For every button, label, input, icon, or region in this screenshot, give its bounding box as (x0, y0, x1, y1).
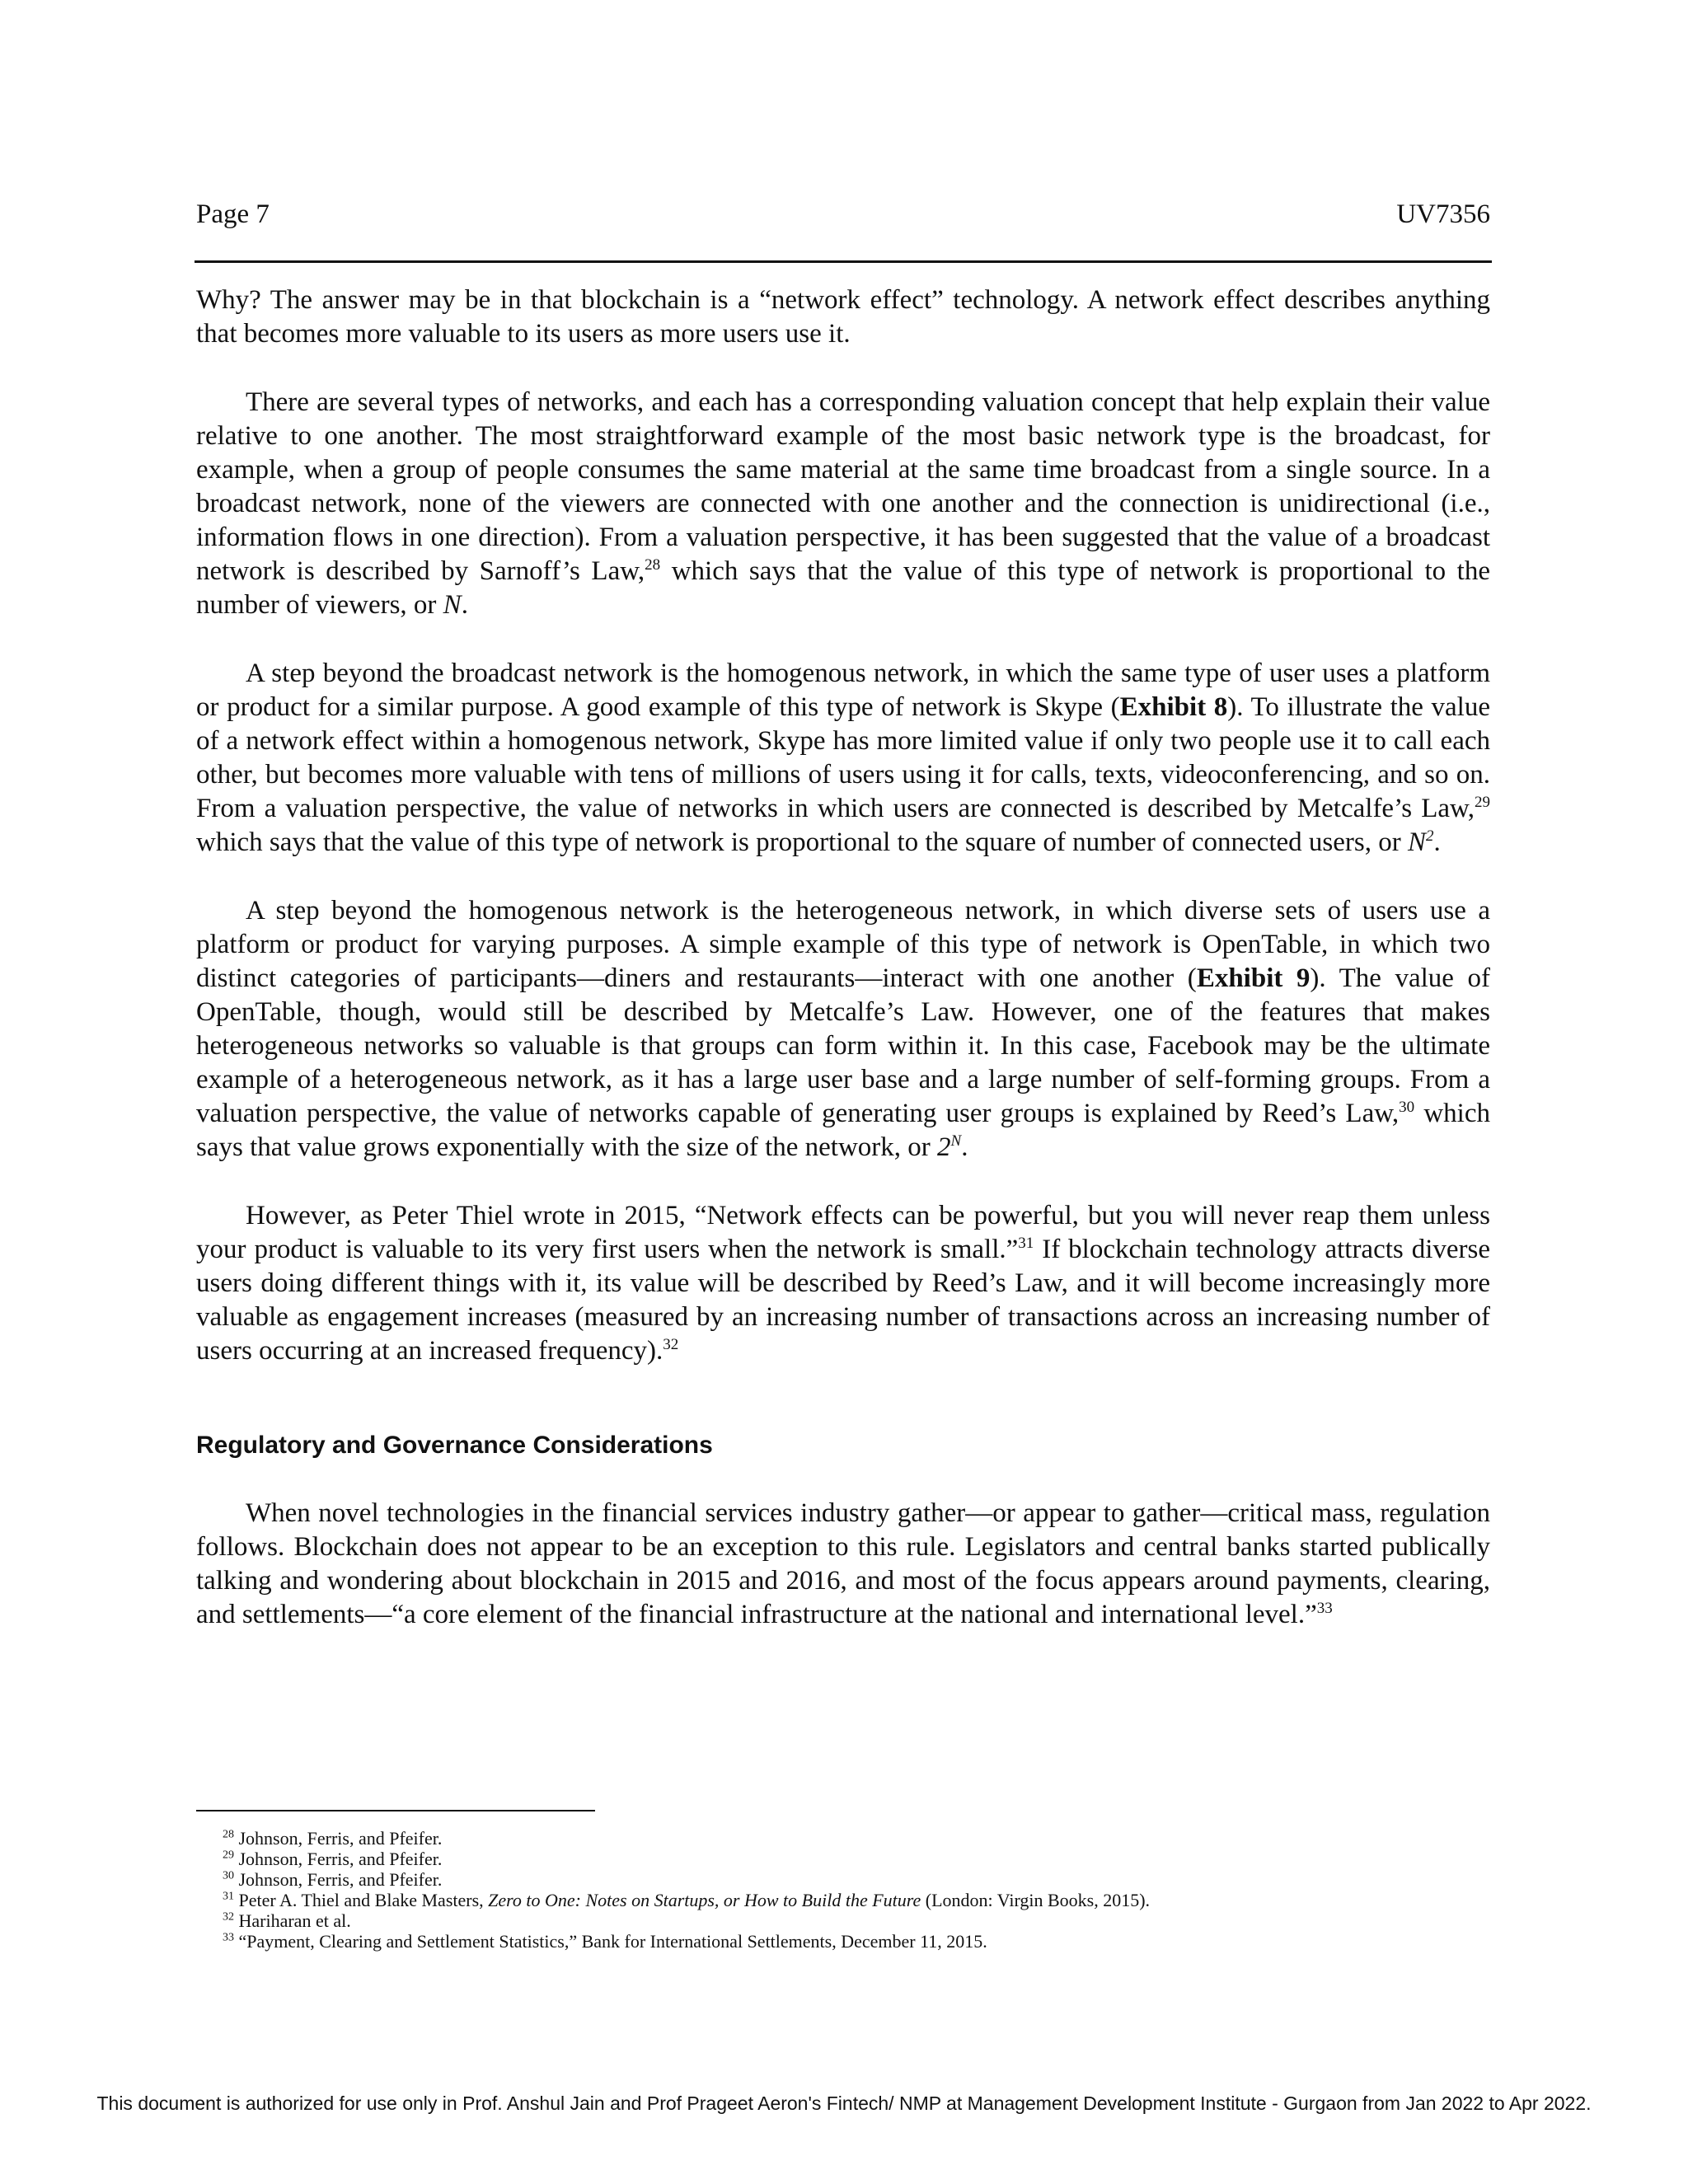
paragraph-4: A step beyond the homogenous network is the heterogeneous network, in which diverse sets of users use a platform or product for varying purposes. A simple example of this type of network is OpenTable, in which two distinct categories of participants—diners and restaurants—interact with one another (Exhibit 9). The value of OpenTable, though, would still be described by Metcalfe’s Law. However, one of the features that makes heterogeneous networks so valuable is that groups can form within it. In this case, Facebook may be the ultimate example of a heterogeneous network, as it has a large user base and a large number of self-forming groups. From a valuation perspective, the value of networks capable of generating user groups is explained by Reed’s Law,$^{30}$ which says that value grows exponentially with the size of the network, or $2^N$. (196, 896, 1490, 1162)
authorization-footer: This document is authorized for use only in Prof. Anshul Jain and Prof Prageet Aeron's Fintech/ NMP at Management Development Institute - Gurgaon from Jan 2022 to Apr 2022. (96, 2093, 1592, 2114)
footnote-ref-31: 31 (1018, 1235, 1034, 1252)
exhibit-9-ref: Exhibit 9 (1196, 963, 1311, 993)
footnote-ref-30: 30 (1399, 1099, 1415, 1116)
footnote-29: $^{29}$ Johnson, Ferris, and Pfeifer. (223, 1849, 443, 1869)
document-body (196, 284, 1490, 1632)
paragraph-3: A step beyond the broadcast network is the homogenous network, in which the same type of user uses a platform or product for a similar purpose. A good example of this type of network is Skype (Exhibit 8). To illustrate the value of a network effect within a homogenous network, Skype has more limited value if only two people use it to call each other, but becomes more valuable with tens of millions of users using it for calls, texts, videoconferencing, and so on. From a valuation perspective, the value of networks in which users are connected is described by Metcalfe’s Law,$^{29}$ which says that the value of this type of network is proportional to the square of number of connected users, or $N^2$. (196, 658, 1490, 857)
footnote-divider (196, 1810, 595, 1811)
footnotes (223, 1828, 1459, 1952)
footnote-31: $^{31}$ Peter A. Thiel and Blake Masters, Zero to One: Notes on Startups, or How to Build the Future (London: Virgin Books, 2015). (223, 1890, 1151, 1910)
header-divider (195, 260, 1492, 263)
paragraph-1: Why? The answer may be in that blockchain is a “network effect” technology. A network effect describes anything that becomes more valuable to its users as more users use it. (196, 285, 1490, 349)
page-header (196, 198, 1490, 231)
footnote-ref-29: 29 (1475, 794, 1490, 811)
case-code: UV7356 (1396, 199, 1490, 229)
footnote-30: $^{30}$ Johnson, Ferris, and Pfeifer. (223, 1869, 443, 1890)
footnote-33: $^{33}$ “Payment, Clearing and Settlement Statistics,” Bank for International Settlements, December 11, 2015. (223, 1931, 987, 1952)
page-number: Page 7 (196, 199, 270, 229)
paragraph-6: When novel technologies in the financial services industry gather—or appear to gather—critical mass, regulation follows. Blockchain does not appear to be an exception to this rule. Legislators and central banks started publically talking and wondering about blockchain in 2015 and 2016, and most of the focus appears around payments, clearing, and settlements—“a core element of the financial infrastructure at the national and international level.”$^{33}$ (196, 1498, 1490, 1629)
paragraph-2: There are several types of networks, and each has a corresponding valuation concept that help explain their value relative to one another. The most straightforward example of the most basic network type is the broadcast, for example, when a group of people consumes the same material at the same time broadcast from a single source. In a broadcast network, none of the viewers are connected with one another and the connection is unidirectional (i.e., information flows in one direction). From a valuation perspective, it has been suggested that the value of a broadcast network is described by Sarnoff’s Law,$^{28}$ which says that the value of this type of network is proportional to the number of viewers, or N. (196, 387, 1490, 620)
paragraph-5: However, as Peter Thiel wrote in 2015, “Network effects can be powerful, but you will never reap them unless your product is valuable to its very first users when the network is small.”$^{31}$ If blockchain technology attracts diverse users doing different things with it, its value will be described by Reed’s Law, and it will become increasingly more valuable as engagement increases (measured by an increasing number of transactions across an increasing number of users occurring at an increased frequency).$^{32}$ (196, 1201, 1490, 1366)
footnote-ref-32: 32 (663, 1336, 679, 1353)
section-heading: Regulatory and Governance Considerations (196, 1432, 713, 1459)
footnote-ref-33: 33 (1316, 1600, 1333, 1617)
footnote-ref-28: 28 (645, 556, 661, 574)
exhibit-8-ref: Exhibit 8 (1119, 692, 1228, 722)
footnote-32: $^{32}$ Hariharan et al. (223, 1910, 351, 1931)
footnote-28: $^{28}$ Johnson, Ferris, and Pfeifer. (223, 1828, 443, 1849)
